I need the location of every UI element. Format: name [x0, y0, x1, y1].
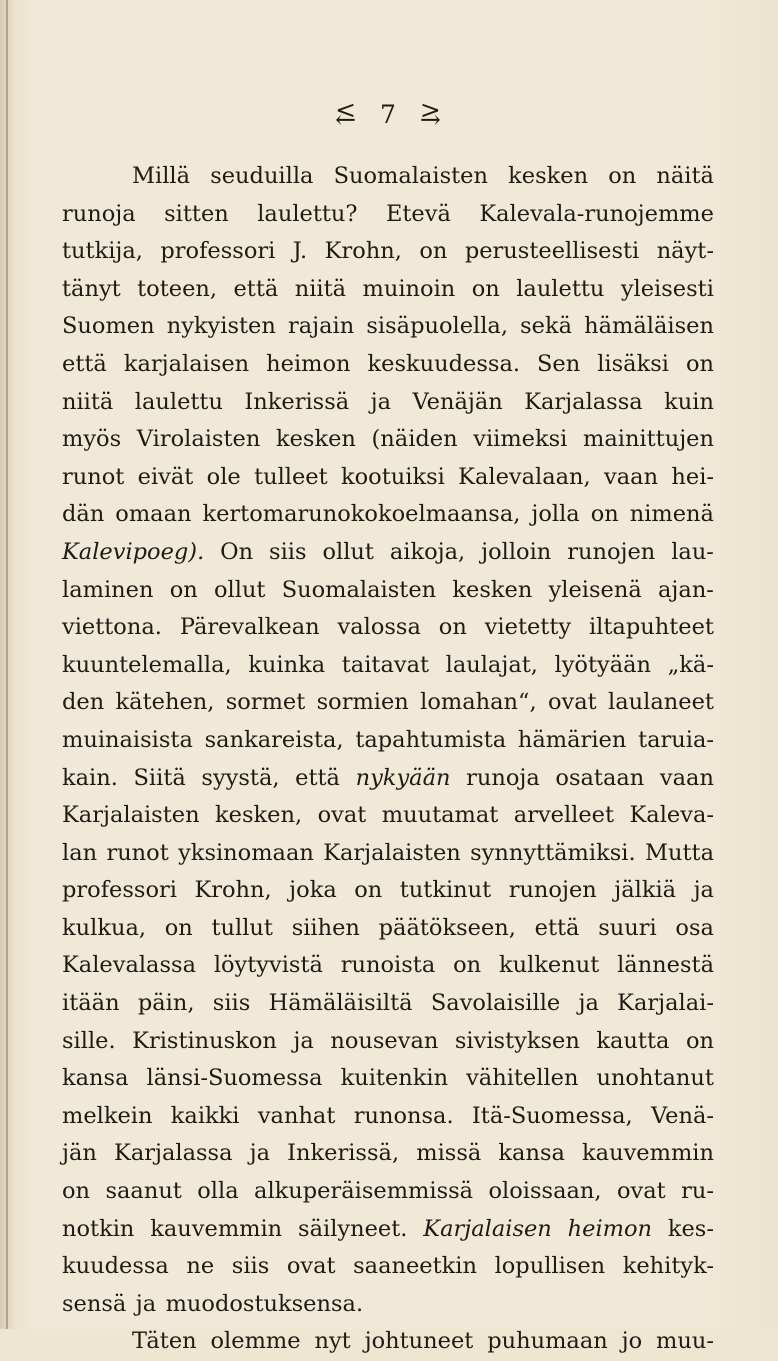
word: omaan: [115, 501, 192, 528]
word: tapahtumista: [355, 726, 507, 753]
word: ru-: [681, 1178, 714, 1205]
word: kulkenut: [498, 952, 600, 979]
word: myös: [62, 426, 122, 453]
word: säilyneet.: [298, 1215, 408, 1242]
word: Mutta: [644, 839, 714, 866]
word: mainittujen: [583, 426, 714, 453]
word: lopullisen: [494, 1253, 606, 1280]
word: tulleet: [254, 463, 328, 490]
word: että: [62, 350, 107, 377]
text-line: [62, 233, 714, 271]
word: runonsa.: [353, 1102, 454, 1129]
word: oloissaan,: [488, 1178, 602, 1205]
word: jolloin: [481, 538, 552, 565]
word: syystä,: [201, 764, 280, 791]
word: runojen: [508, 877, 597, 904]
word: lau-: [671, 538, 714, 565]
word: on: [590, 501, 619, 528]
word: länsi-Suomessa: [146, 1065, 323, 1092]
page-gutter-shadow: [6, 0, 8, 1329]
word: siis: [231, 1253, 270, 1280]
text-line: [62, 1248, 714, 1286]
text-line: [62, 910, 714, 948]
text-line: [62, 196, 714, 234]
word: toteen,: [137, 275, 218, 302]
word: (näiden: [371, 426, 458, 453]
word: sensä: [62, 1290, 127, 1317]
word: kautta: [596, 1027, 670, 1054]
word: Kalevalassa: [62, 952, 196, 979]
word: professori: [62, 877, 177, 904]
word: että: [233, 275, 279, 302]
text-line: [62, 1211, 714, 1249]
word: vietetty: [484, 614, 572, 641]
word: tullut: [211, 914, 273, 941]
word: kesken: [275, 426, 356, 453]
word: siis: [212, 990, 251, 1017]
word: Krohn,: [324, 238, 402, 265]
word: ollut: [322, 538, 374, 565]
word: perusteellisesti: [464, 238, 640, 265]
word: sankareista,: [204, 726, 344, 753]
word: runoista: [340, 952, 436, 979]
word: kes-: [667, 1215, 714, 1242]
word: ajan-: [658, 576, 714, 603]
word: kauvemmin: [582, 1140, 714, 1167]
text-line: [62, 872, 714, 910]
word: missä: [416, 1140, 482, 1167]
word: löytyvistä: [213, 952, 323, 979]
word: on: [419, 238, 448, 265]
word: alkuperäisemmissä: [254, 1178, 474, 1205]
word: J.: [292, 238, 308, 265]
word: yksinomaan: [178, 839, 314, 866]
text-line: [62, 158, 714, 196]
word: ja: [578, 990, 599, 1017]
word: sivistyksen: [454, 1027, 580, 1054]
text-line: [62, 1060, 714, 1098]
word: kulkua,: [62, 914, 147, 941]
word: Kalevipoeg).: [62, 538, 205, 565]
word: on: [685, 350, 714, 377]
text-line: [62, 684, 714, 722]
word: on: [685, 1027, 714, 1054]
word: hei-: [671, 463, 714, 490]
text-line: [62, 609, 714, 647]
word: kuuntelemalla,: [62, 651, 232, 678]
text-line: [62, 1323, 714, 1361]
word: valossa: [337, 614, 421, 641]
word: näyt-: [656, 238, 714, 265]
word: jolla: [531, 501, 580, 528]
word: kesken,: [215, 802, 303, 829]
word: päin,: [137, 990, 195, 1017]
word: lisäksi: [597, 350, 669, 377]
word: hämärien: [517, 726, 627, 753]
word: yleisenä: [548, 576, 642, 603]
word: siihen: [291, 914, 360, 941]
word: ole: [206, 463, 241, 490]
word: Venäjän: [412, 388, 503, 415]
text-line: [62, 797, 714, 835]
word: Inkerissä: [244, 388, 350, 415]
word: lomahan“,: [420, 689, 537, 716]
text-line: [62, 1286, 714, 1324]
word: laulaneet: [608, 689, 714, 716]
word: muinoin: [362, 275, 456, 302]
word: tutkinut: [399, 877, 492, 904]
word: ovat: [548, 689, 597, 716]
word: Itä-Suomessa,: [471, 1102, 633, 1129]
text-line: [62, 947, 714, 985]
word: vaan: [604, 463, 659, 490]
word: ovat: [317, 802, 367, 829]
word: on: [62, 1178, 91, 1205]
word: rajain: [287, 313, 355, 340]
text-line: [62, 384, 714, 422]
word: kertomarunokokoelmaansa,: [202, 501, 521, 528]
word: on: [354, 877, 383, 904]
word: ja: [293, 1027, 314, 1054]
text-line: [62, 722, 714, 760]
word: laulettu?: [257, 200, 358, 227]
word: runot: [106, 839, 169, 866]
word: vaan: [659, 764, 714, 791]
word: Krohn,: [194, 877, 272, 904]
word: sitten: [164, 200, 229, 227]
page-number: 7: [380, 100, 398, 129]
word: Hämäläisiltä: [268, 990, 413, 1017]
word: osataan: [555, 764, 645, 791]
word: „kä-: [667, 651, 714, 678]
word: iltapuhteet: [588, 614, 714, 641]
word: Virolaisten: [136, 426, 261, 453]
word: on: [608, 163, 637, 189]
word: Suomen: [62, 313, 155, 340]
text-line: [62, 647, 714, 685]
text-line: [62, 496, 714, 534]
word: kuitenkin: [340, 1065, 449, 1092]
word: että: [534, 914, 580, 941]
word: osa: [675, 914, 714, 941]
text-line: [62, 1135, 714, 1173]
word: laulettu: [516, 275, 605, 302]
word: ne: [186, 1253, 215, 1280]
word: lännestä: [617, 952, 714, 979]
word: eivät: [137, 463, 194, 490]
word: kuinka: [248, 651, 326, 678]
word: Venä-: [650, 1102, 714, 1129]
word: saanut: [105, 1178, 182, 1205]
word: taruia-: [638, 726, 714, 753]
text-line: [62, 1098, 714, 1136]
word: heimon: [567, 1215, 653, 1242]
text-line: [62, 308, 714, 346]
text-line: [62, 1173, 714, 1211]
word: on: [169, 576, 198, 603]
word: ja: [249, 1140, 271, 1167]
text-line: [62, 572, 714, 610]
word: sisäpuolella,: [366, 313, 508, 340]
word: kuin: [664, 388, 714, 415]
word: ovat: [616, 1178, 666, 1205]
word: laulajat,: [445, 651, 538, 678]
word: kehityk-: [622, 1253, 714, 1280]
word: että: [295, 764, 340, 791]
word: kesken: [508, 163, 589, 189]
word: viettona.: [62, 614, 162, 641]
word: seuduilla: [210, 163, 314, 189]
word: tänyt: [62, 275, 121, 302]
word: hämäläisen: [584, 313, 714, 340]
word: olemme: [210, 1328, 301, 1355]
text-line: [62, 985, 714, 1023]
word: runoja: [466, 764, 540, 791]
word: joka: [289, 877, 337, 904]
word: Kaleva-: [629, 802, 714, 829]
word: päätökseen,: [378, 914, 516, 941]
text-line: [62, 271, 714, 309]
word: kaikki: [170, 1102, 240, 1129]
text-line: [62, 1023, 714, 1061]
page-number-header: [0, 100, 778, 129]
word: nimenä: [629, 501, 714, 528]
word: Karjalaisten: [323, 839, 461, 866]
word: Savolaisille: [430, 990, 561, 1017]
word: suuri: [598, 914, 657, 941]
word: Suomalaisten: [333, 163, 488, 189]
word: on: [164, 914, 193, 941]
word: Pärevalkean: [179, 614, 320, 641]
word: Karjalassa: [114, 1140, 233, 1167]
word: arvelleet: [513, 802, 615, 829]
word: siis: [269, 538, 307, 565]
word: ja: [135, 1290, 157, 1317]
word: karjalaisen: [123, 350, 250, 377]
word: Karjalai-: [617, 990, 714, 1017]
word: olla: [197, 1178, 239, 1205]
word: Millä: [132, 163, 191, 189]
word: muinaisista: [62, 726, 193, 753]
word: ja: [693, 877, 714, 904]
word: jän: [62, 1140, 97, 1167]
word: nyt: [314, 1328, 351, 1355]
word: lan: [62, 839, 98, 866]
word: kansa: [62, 1065, 129, 1092]
word: Karjalaisen: [423, 1215, 552, 1242]
word: jälkiä: [614, 877, 677, 904]
word: sormet: [225, 689, 306, 716]
word: nousevan: [330, 1027, 439, 1054]
word: kain.: [62, 764, 118, 791]
word: laminen: [62, 576, 154, 603]
word: viimeksi: [473, 426, 568, 453]
word: den: [62, 689, 105, 716]
left-ornament: ⥶: [335, 100, 359, 129]
word: Täten: [132, 1328, 197, 1355]
word: runoja: [62, 200, 136, 227]
word: Sen: [537, 350, 581, 377]
word: tutkija,: [62, 238, 143, 265]
word: laulettu: [134, 388, 223, 415]
word: sille.: [62, 1027, 116, 1054]
text-line: [62, 835, 714, 873]
right-ornament: ⥸: [419, 100, 443, 129]
word: johtuneet: [364, 1328, 474, 1355]
word: Kalevala-runojemme: [479, 200, 714, 227]
word: Karjalaisten: [62, 802, 200, 829]
word: Etevä: [385, 200, 451, 227]
word: yleisesti: [620, 275, 714, 302]
word: aikoja,: [389, 538, 466, 565]
word: synnyttämiksi.: [470, 839, 636, 866]
word: on: [471, 275, 500, 302]
word: niitä: [294, 275, 347, 302]
word: nykyään: [355, 764, 451, 791]
word: jo: [621, 1328, 643, 1355]
word: unohtanut: [596, 1065, 714, 1092]
text-line: [62, 346, 714, 384]
word: Siitä: [133, 764, 186, 791]
word: muu-: [656, 1328, 714, 1355]
word: on: [453, 952, 482, 979]
word: kätehen,: [115, 689, 215, 716]
word: ollut: [214, 576, 266, 603]
word: kuudessa: [62, 1253, 169, 1280]
word: On: [220, 538, 254, 565]
word: ja: [370, 388, 392, 415]
word: Kalevalaan,: [458, 463, 591, 490]
word: muutamat: [381, 802, 499, 829]
word: kauvemmin: [150, 1215, 283, 1242]
word: on: [438, 614, 467, 641]
text-line: [62, 760, 714, 798]
word: puhumaan: [487, 1328, 608, 1355]
word: sekä: [520, 313, 573, 340]
word: lyötyään: [554, 651, 652, 678]
word: vähitellen: [466, 1065, 579, 1092]
word: runot: [62, 463, 125, 490]
word: nykyisten: [166, 313, 276, 340]
word: notkin: [62, 1215, 135, 1242]
word: melkein: [62, 1102, 153, 1129]
word: runojen: [567, 538, 656, 565]
word: ovat: [286, 1253, 336, 1280]
word: kansa: [498, 1140, 565, 1167]
word: keskuudessa.: [367, 350, 521, 377]
word: Kristinuskon: [132, 1027, 277, 1054]
word: näitä: [656, 163, 714, 189]
word: sormien: [316, 689, 409, 716]
word: vanhat: [257, 1102, 336, 1129]
word: saaneetkin: [353, 1253, 477, 1280]
word: Inkerissä,: [287, 1140, 400, 1167]
word: Karjalassa: [524, 388, 643, 415]
word: Suomalaisten: [281, 576, 437, 603]
word: kesken: [452, 576, 533, 603]
word: itään: [62, 990, 120, 1017]
word: niitä: [62, 388, 114, 415]
text-line: [62, 459, 714, 497]
word: taitavat: [341, 651, 430, 678]
text-line: [62, 421, 714, 459]
word: heimon: [266, 350, 351, 377]
word: kootuiksi: [341, 463, 445, 490]
text-line: [62, 534, 714, 572]
body-text: [62, 158, 714, 1361]
word: professori: [160, 238, 276, 265]
word: muodostuksensa.: [165, 1290, 364, 1317]
word: dän: [62, 501, 105, 528]
